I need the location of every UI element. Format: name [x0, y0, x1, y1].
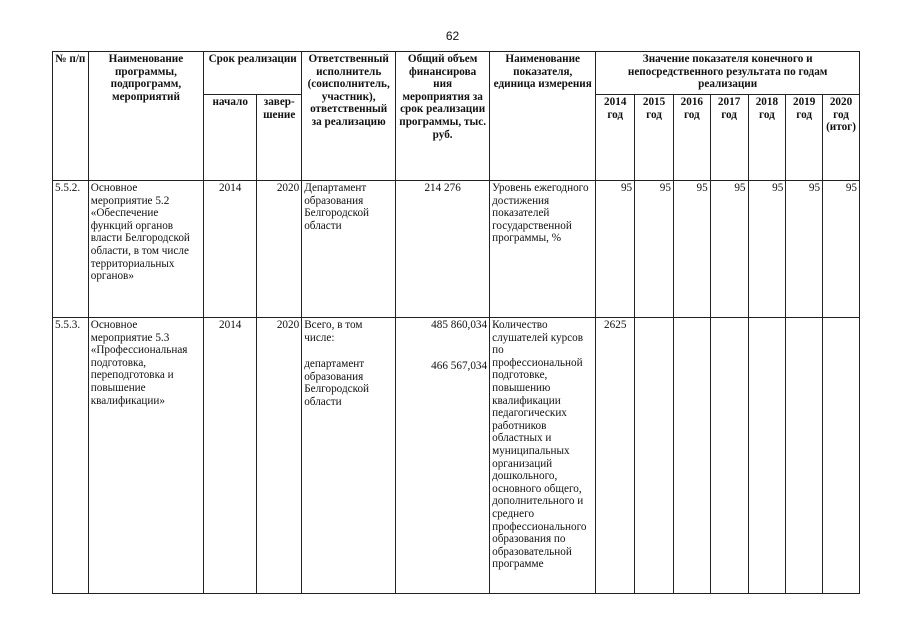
financing-total: 485 860,034	[431, 319, 488, 331]
row-name: Основное мероприятие 5.3 «Профессиональная подготовка, переподготовка и повышение квалификации»	[88, 318, 203, 594]
spacer	[398, 332, 487, 346]
header-name: Наименование программы, подпрограмм, мероприятий	[88, 52, 203, 181]
row-value-2019	[786, 318, 823, 594]
header-year-2016: 2016 год	[673, 95, 710, 181]
header-responsible: Ответственный исполнитель (соисполнитель, участник), ответственный за реализацию	[302, 52, 396, 181]
table-row	[53, 318, 860, 594]
row-name: Основное мероприятие 5.2 «Обеспечение функций органов власти Белгородской области, в том числе территориальных органов»	[88, 181, 203, 318]
header-no: № п/п	[53, 52, 89, 181]
header-year-2019: 2019 год	[786, 95, 823, 181]
row-financing: 214 276	[396, 181, 490, 318]
responsible-total: Всего, в том числе:	[304, 319, 363, 344]
row-value-2014: 2625	[596, 318, 635, 594]
responsible-department: департамент образования Белгородской области	[304, 358, 370, 408]
header-year-2014: 2014 год	[596, 95, 635, 181]
row-end: 2020	[257, 318, 302, 594]
row-value-2015: 95	[635, 181, 674, 318]
row-value-2016: 95	[673, 181, 710, 318]
row-start: 2014	[204, 181, 257, 318]
header-values-title: Значение показателя конечного и непосредственного результата по годам реализации	[596, 52, 860, 95]
program-table	[52, 51, 860, 594]
table-header	[53, 52, 860, 181]
header-year-2017: 2017 год	[710, 95, 748, 181]
header-year-2015: 2015 год	[635, 95, 674, 181]
row-value-2014: 95	[596, 181, 635, 318]
row-value-2019: 95	[786, 181, 823, 318]
header-term: Срок реализации	[204, 52, 302, 95]
spacer	[398, 346, 487, 360]
financing-department: 466 567,034	[431, 359, 488, 372]
row-value-2017: 95	[710, 181, 748, 318]
row-no: 5.5.2.	[53, 181, 89, 318]
row-responsible	[302, 318, 396, 594]
row-value-2016	[673, 318, 710, 594]
row-financing	[396, 318, 490, 594]
page-number: 62	[445, 29, 460, 43]
header-year-2018: 2018 год	[748, 95, 786, 181]
row-value-2020	[823, 318, 860, 594]
header-year-2020: 2020 год (итог)	[823, 95, 860, 181]
spacer	[304, 344, 393, 358]
row-value-2018: 95	[748, 181, 786, 318]
header-financing: Общий объем финансирова ния мероприятия за срок реализации программы, тыс. руб.	[396, 52, 490, 181]
row-value-2015	[635, 318, 674, 594]
header-end: завер-шение	[257, 95, 302, 181]
row-indicator: Количество слушателей курсов по профессиональной подготовке, повышению квалификации педагогических работников областных и муниципальных организаций дошкольного, основного общего, дополнительного и среднего профессионального образования по образовательной программе	[490, 318, 596, 594]
row-end: 2020	[257, 181, 302, 318]
table-row	[53, 181, 860, 318]
header-indicator: Наименование показателя, единица измерения	[490, 52, 596, 181]
row-value-2017	[710, 318, 748, 594]
row-responsible: Департамент образования Белгородской области	[302, 181, 396, 318]
row-value-2018	[748, 318, 786, 594]
row-value-2020: 95	[823, 181, 860, 318]
header-start: начало	[204, 95, 257, 181]
row-start: 2014	[204, 318, 257, 594]
row-indicator: Уровень ежегодного достижения показателей государственной программы, %	[490, 181, 596, 318]
row-no: 5.5.3.	[53, 318, 89, 594]
